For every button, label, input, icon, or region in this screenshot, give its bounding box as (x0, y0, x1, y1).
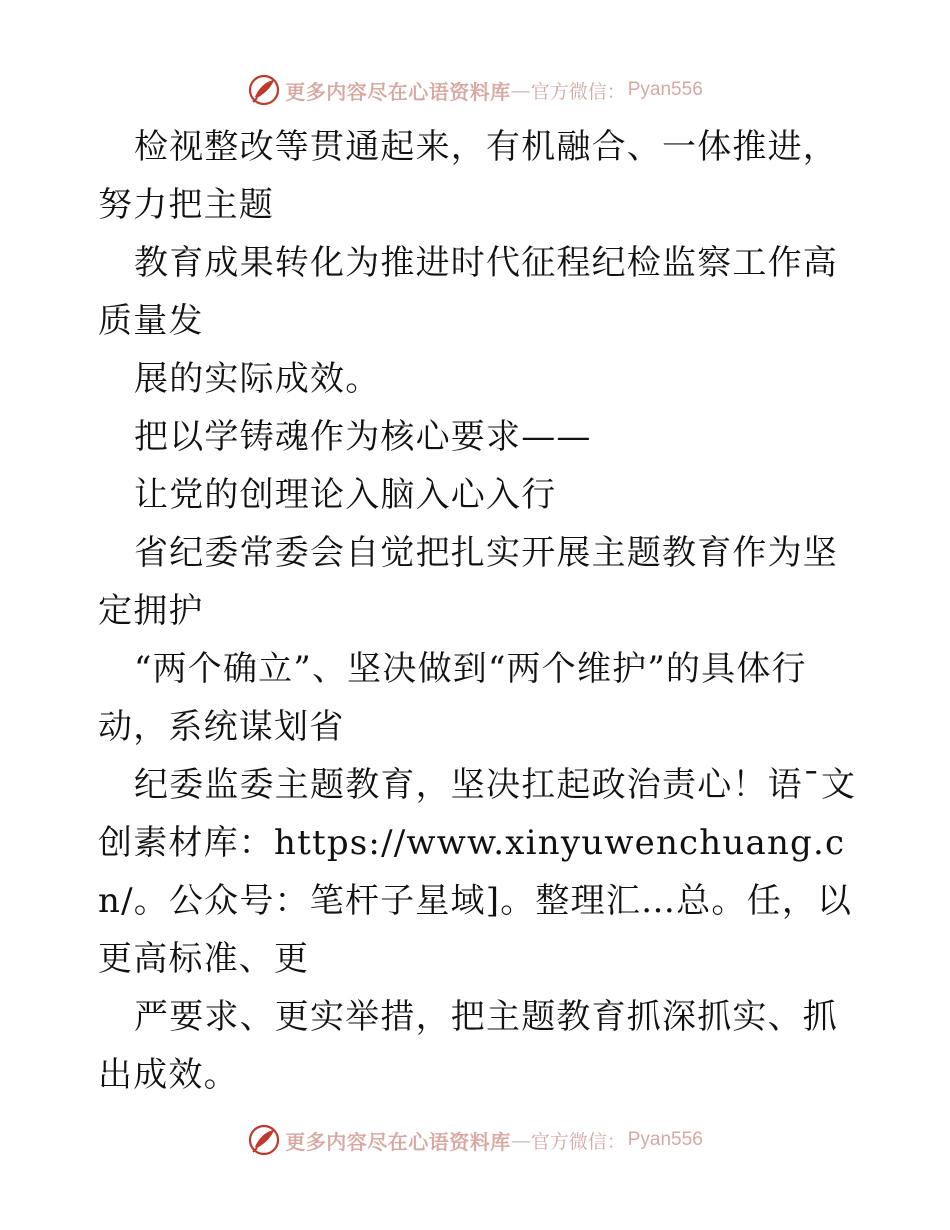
pen-logo-icon (247, 73, 281, 107)
banner-separator: — (510, 78, 531, 102)
footer-banner (0, 1120, 950, 1160)
banner-wechat-label: 官方微信： (530, 1130, 626, 1153)
paragraph: “两个确立”、坚决做到“两个维护”的具体行动，系统谋划省 (98, 649, 807, 747)
banner-wechat-label: 官方微信： (530, 80, 626, 103)
pen-logo-icon (247, 1123, 281, 1157)
paragraph: 让党的创理论入脑入心入行 (134, 475, 557, 515)
paragraph: 把以学铸魂作为核心要求—— (134, 417, 592, 457)
banner-separator: — (510, 1128, 531, 1152)
paragraph: 展的实际成效。 (134, 359, 381, 399)
banner-slogan: 更多内容尽在心语资料库 (285, 79, 511, 104)
banner-slogan: 更多内容尽在心语资料库 (285, 1129, 511, 1154)
banner-wechat-id: Pyan556 (627, 1129, 703, 1150)
paragraph: 严要求、更实举措，把主题教育抓深抓实、抓出成效。 (98, 997, 838, 1095)
paragraph: 教育成果转化为推进时代征程纪检监察工作高质量发 (98, 243, 838, 341)
banner-wechat-id: Pyan556 (627, 79, 703, 100)
document-body (98, 118, 858, 1104)
paragraph: 纪委监委主题教育，坚决扛起政治责心！语¯文创素材库：https://www.xinyuwenchuang.cn/。公众号：笔杆子星域]。整理汇…总。任，以更高标准、更 (98, 765, 857, 979)
paragraph: 检视整改等贯通起来，有机融合、一体推进，努力把主题 (98, 127, 838, 225)
paragraph: 省纪委常委会自觉把扎实开展主题教育作为坚定拥护 (98, 533, 838, 631)
header-banner (0, 70, 950, 110)
